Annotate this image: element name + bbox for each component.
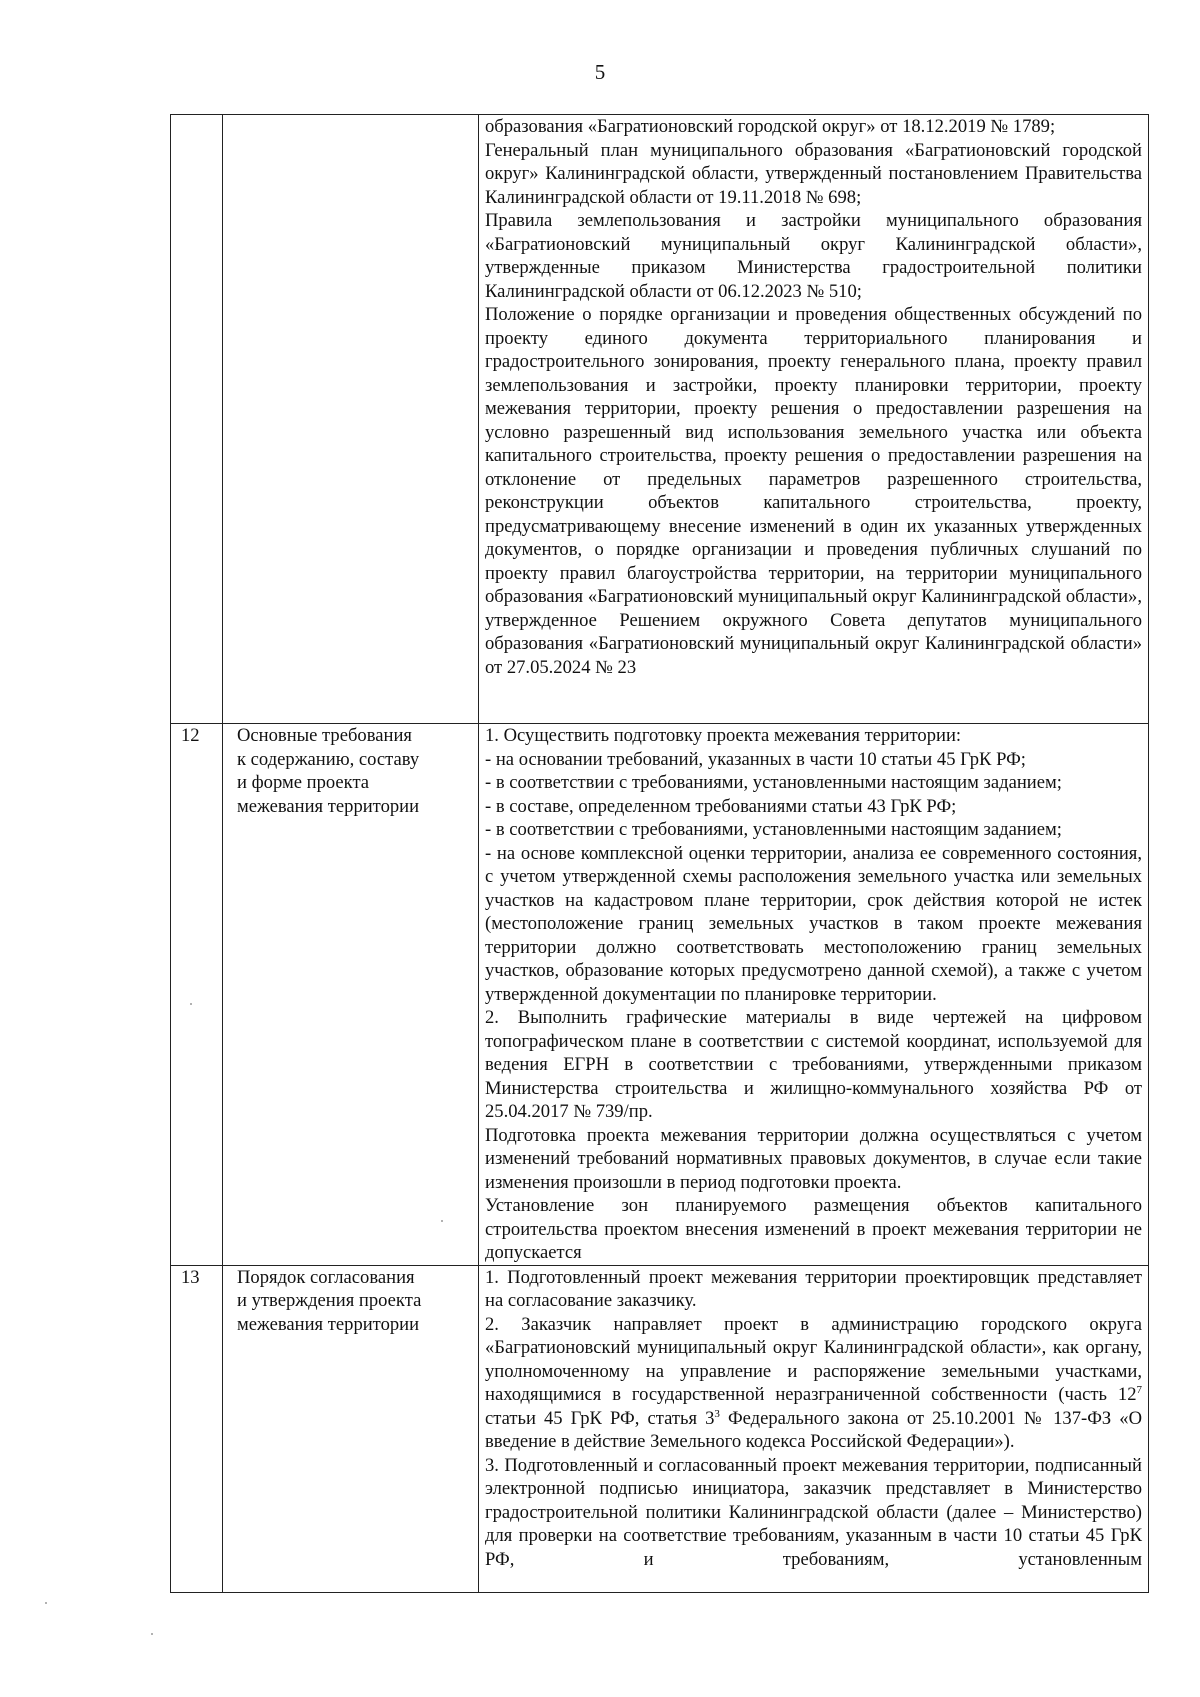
row-name-cell bbox=[223, 724, 479, 1266]
row-number-cell bbox=[171, 115, 223, 724]
row-number-cell: 13 bbox=[171, 1265, 223, 1592]
paragraph bbox=[485, 1313, 1142, 1454]
row-name-line: межевания территории bbox=[237, 1313, 420, 1335]
row-content-cell bbox=[479, 115, 1149, 724]
paragraph: Положение о порядке организации и проведения общественных обсуждений по проекту единого документа территориального планирования и градостроительного зонирования, проекту генерального плана, проекту правил землепользования и застройки, проекту планировки территории, проекту межевания территории, проекту решения о предоставлении разрешения на условно разрешенный вид использования земельного участка или объекта капитального строительства, проекту решения о предоставлении разрешения на отклонение от предельных параметров разрешенного строительства, реконструкции объектов капитального строительства, проекту, предусматривающему внесение изменений в один их указанных утвержденных документов, о порядке организации и проведения публичных слушаний по проекту правил благоустройства территории, на территории муниципального образования «Багратионовский муниципальный округ Калининградской области», утвержденное Решением окружного Совета депутатов муниципального образования «Багратионовский муниципальный округ Калининградской области» от 27.05.2024 № 23 bbox=[485, 304, 1142, 678]
paragraph: Подготовка проекта межевания территории должна осуществляться с учетом изменений требований нормативных правовых документов, в случае если такие изменения произошли в период подготовки проекта. bbox=[485, 1124, 1142, 1193]
row-content-cell bbox=[479, 724, 1149, 1266]
table-row-13 bbox=[171, 1265, 1149, 1592]
row-name-cell bbox=[223, 115, 479, 724]
paragraph: 2. Выполнить графические материалы в виде чертежей на цифровом топографическом плане в соответствии с системой координат, используемой для ведения ЕГРН в соответствии с требованиями, утвержденными приказом Министерства строительства и жилищно-коммунального хозяйства РФ от 25.04.2017 № 739/пр. bbox=[485, 1007, 1142, 1122]
paragraph: - в соответствии с требованиями, установленными настоящим заданием; bbox=[485, 819, 1062, 840]
paragraph: 3. Подготовленный и согласованный проект межевания территории, подписанный электронной подписью инициатора, заказчик представляет в Министерство градостроительной политики Калининградской области (далее – Министерство) для проверки на соответствие требованиям, указанным в части 10 статьи 45 ГрК РФ, и требованиям, установленным bbox=[485, 1454, 1142, 1570]
paragraph: 1. Подготовленный проект межевания территории проектировщик представляет на согласование заказчику. bbox=[485, 1266, 1142, 1311]
row-name-line: межевания территории bbox=[237, 795, 420, 817]
paragraph: - на основе комплексной оценки территории, анализа ее современного состояния, с учетом утвержденной схемы расположения земельного участка или земельных участков на кадастровом плане территории, срок действия которой не истек (местоположение границ земельных участков в таком проекте межевания территории должно соответствовать местоположению границ земельных участков, образование которых предусмотрено данной схемой), а также с учетом утвержденной документации по планировке территории. bbox=[485, 842, 1142, 1005]
scan-speck bbox=[190, 1003, 192, 1005]
row-name-line: к содержанию, составу bbox=[237, 748, 420, 770]
row-name-cell bbox=[223, 1265, 479, 1592]
paragraph-text: статьи 45 ГрК РФ, статья 3 bbox=[485, 1407, 715, 1429]
paragraph: 1. Осуществить подготовку проекта межевания территории: bbox=[485, 725, 962, 746]
scan-speck bbox=[45, 1602, 47, 1604]
paragraph: - в составе, определенном требованиями статьи 43 ГрК РФ; bbox=[485, 795, 957, 817]
row-name-line: Порядок согласования bbox=[237, 1266, 415, 1288]
row-name-line: и утверждения проекта bbox=[237, 1290, 422, 1311]
paragraph-text: 2. Заказчик направляет проект в администрацию городского округа «Багратионовский муниципальный округ Калининградской области», как органу, уполномоченному на управление и распоряжение земельными участками, находящимися в государственной неразграниченной собственности (часть 12 bbox=[485, 1313, 1142, 1405]
paragraph: образования «Багратионовский городской округ» от 18.12.2019 № 1789; bbox=[485, 116, 1056, 137]
paragraph: - на основании требований, указанных в части 10 статьи 45 ГрК РФ; bbox=[485, 748, 1026, 770]
row-content-cell bbox=[479, 1265, 1149, 1592]
paragraph: - в соответствии с требованиями, установленными настоящим заданием; bbox=[485, 772, 1062, 793]
requirements-table bbox=[170, 114, 1149, 1593]
page-number: 5 bbox=[594, 60, 606, 84]
row-name-line: Основные требования bbox=[237, 725, 412, 746]
paragraph: Правила землепользования и застройки муниципального образования «Багратионовский муниципальный округ Калининградской области», утвержденные приказом Министерства градостроительной политики Калининградской области от 06.12.2023 № 510; bbox=[485, 210, 1142, 302]
scan-speck bbox=[151, 1633, 153, 1635]
table-row-continuation bbox=[171, 115, 1149, 724]
superscript: 3 bbox=[714, 1407, 720, 1420]
superscript: 7 bbox=[1136, 1383, 1142, 1396]
paragraph: Генеральный план муниципального образования «Багратионовский городской округ» Калининградской области, утвержденный постановлением Правительства Калининградской области от 19.11.2018 № 698; bbox=[485, 139, 1142, 208]
row-name-line: и форме проекта bbox=[237, 772, 370, 793]
scan-speck bbox=[441, 1220, 443, 1222]
paragraph: Установление зон планируемого размещения объектов капитального строительства проектом внесения изменений в проект межевания территории не допускается bbox=[485, 1195, 1142, 1263]
table-row-12 bbox=[171, 724, 1149, 1266]
paragraph-text: Федерального закона от 25.10.2001 № 137-ФЗ «О введение в действие Земельного кодекса Российской Федерации»). bbox=[485, 1407, 1142, 1452]
row-number-cell: 12 bbox=[171, 724, 223, 1266]
